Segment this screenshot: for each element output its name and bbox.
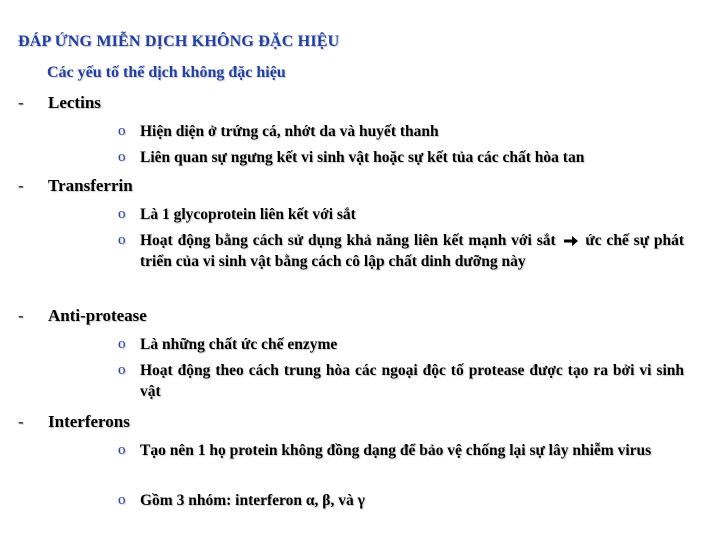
sub-item (118, 490, 684, 511)
circle-bullet-icon: o (118, 232, 126, 248)
sub-item-text: Là những chất ức chế enzyme (140, 336, 338, 353)
sub-item (118, 230, 684, 272)
item-label: Anti-protease (48, 306, 147, 325)
sub-item-text-part: Hoạt động bằng cách sử dụng khả năng liên kết mạnh với sắt (140, 232, 556, 249)
sub-item-text: Hoạt động theo cách trung hòa các ngoại độc tố protease được tạo ra bởi vi sinh vật (140, 362, 684, 400)
circle-bullet-icon: o (118, 442, 126, 458)
page-title: ĐÁP ỨNG MIỄN DỊCH KHÔNG ĐẶC HIỆU (18, 33, 340, 50)
right-arrow-icon (563, 235, 579, 247)
item-label: Interferons (48, 412, 130, 431)
sub-item-text: Tạo nên 1 họ protein không đồng dạng để bảo vệ chống lại sự lây nhiễm virus (140, 442, 652, 459)
dash-bullet-icon: - (18, 412, 24, 431)
sub-item (118, 334, 684, 355)
item-label: Transferrin (48, 176, 133, 195)
circle-bullet-icon: o (118, 362, 126, 378)
sub-item-text: Là 1 glycoprotein liên kết với sắt (140, 206, 356, 223)
dash-bullet-icon: - (18, 93, 24, 112)
sub-item-text-part: ức chế sự phát triển của vi sinh vật bằng cách cô lập chất dinh dưỡng này (140, 232, 685, 270)
sub-item-text: Gồm 3 nhóm: interferon α, β, và γ (140, 492, 365, 509)
dash-bullet-icon: - (18, 306, 24, 325)
sub-item (118, 121, 684, 142)
sub-item (118, 204, 684, 225)
sub-item-text: Liên quan sự ngưng kết vi sinh vật hoặc sự kết tủa các chất hòa tan (140, 149, 585, 166)
sub-item-text (140, 230, 684, 272)
section-subtitle: Các yếu tố thể dịch không đặc hiệu (47, 64, 286, 81)
circle-bullet-icon: o (118, 336, 126, 352)
item-label: Lectins (48, 93, 101, 112)
sub-item (118, 360, 684, 402)
circle-bullet-icon: o (118, 149, 126, 165)
circle-bullet-icon: o (118, 492, 126, 508)
sub-item-text: Hiện diện ở trứng cá, nhớt da và huyết thanh (140, 123, 439, 140)
sub-item (118, 440, 684, 461)
circle-bullet-icon: o (118, 123, 126, 139)
dash-bullet-icon: - (18, 176, 24, 195)
sub-item (118, 147, 684, 168)
circle-bullet-icon: o (118, 206, 126, 222)
